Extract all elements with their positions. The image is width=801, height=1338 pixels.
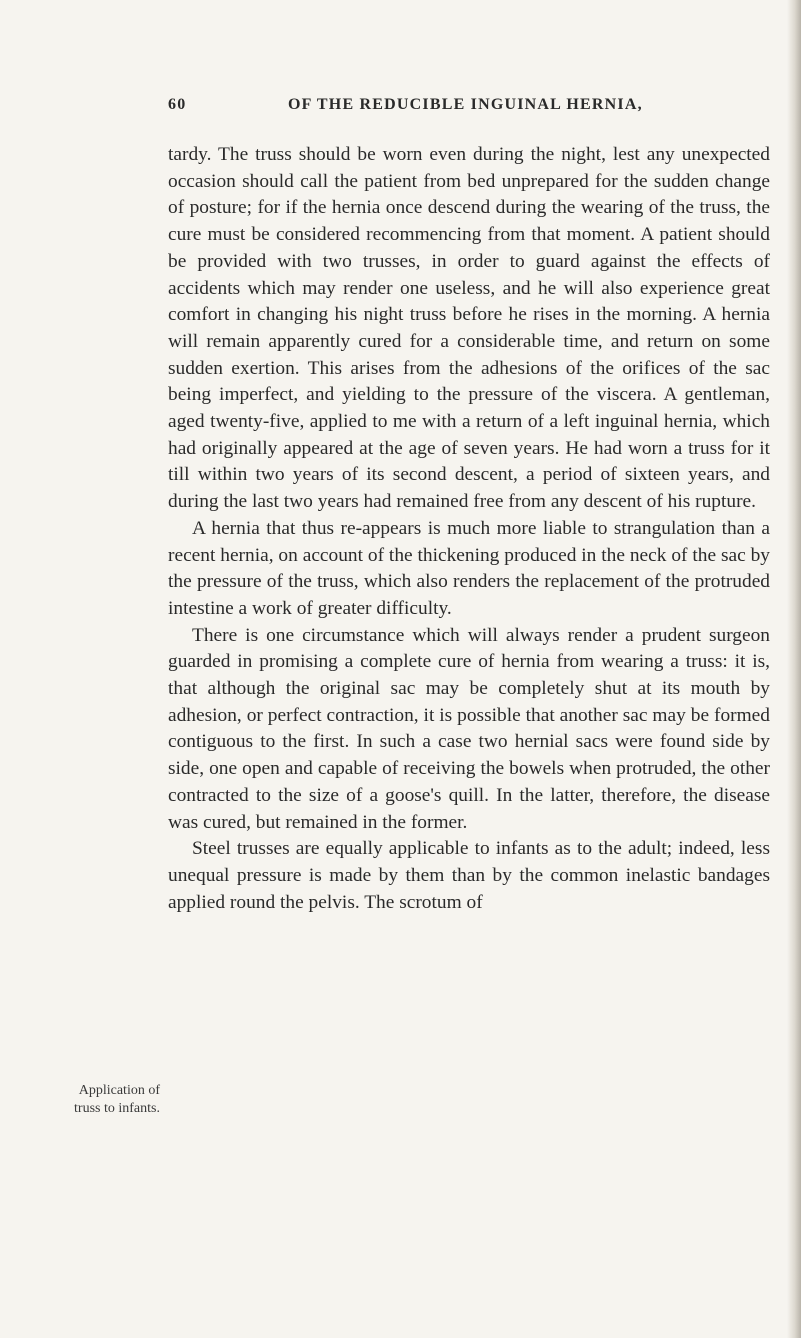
page-number: 60: [168, 96, 187, 113]
page-edge-shadow: [787, 0, 801, 1338]
margin-note-line-1: Application of: [78, 1083, 160, 1098]
paragraph-3: There is one circumstance which will always render a prudent surgeon guarded in promising a complete cure of hernia from wearing a truss: it is, that although the original sac may be completely shut at its mouth by adhesion, or perfect contraction, it is possible that another sac may be formed contiguous to the first. In such a case two hernial sacs were found side by side, one open and capable of receiving the bowels when protruded, the other contracted to the size of a goose's quill. In the latter, therefore, the disease was cured, but remained in the former.: [168, 624, 770, 833]
paragraph-2: A hernia that thus re-appears is much more liable to strangulation than a recent hernia, on account of the thickening produced in the neck of the sac by the pressure of the truss, which also renders the replacement of the protruded intestine a work of greater difficulty.: [168, 517, 770, 619]
margin-note: [0, 1082, 160, 1118]
running-title: OF THE REDUCIBLE INGUINAL HERNIA,: [288, 96, 643, 113]
body-text: [168, 142, 770, 916]
paragraph-1: tardy. The truss should be worn even during the night, lest any unexpected occasion should call the patient from bed unprepared for the sudden change of posture; for if the hernia once descend during the wearing of the truss, the cure must be considered recommencing from that moment. A patient should be provided with two trusses, in order to guard against the effects of accidents which may render one useless, and he will also experience great comfort in changing his night truss before he rises in the morning. A hernia will remain apparently cured for a considerable time, and return on some sudden exertion. This arises from the adhesions of the orifices of the sac being imperfect, and yielding to the pressure of the viscera. A gentleman, aged twenty-five, applied to me with a return of a left inguinal hernia, which had originally appeared at the age of seven years. He had worn a truss for it till within two years of its second descent, a period of sixteen years, and during the last two years had remained free from any descent of his rupture.: [168, 144, 770, 513]
paragraph-4: Steel trusses are equally applicable to infants as to the adult; indeed, less unequal pressure is made by them than by the common inelastic bandages applied round the pelvis. The scrotum of: [168, 838, 770, 913]
margin-note-line-2: truss to infants.: [74, 1101, 160, 1116]
